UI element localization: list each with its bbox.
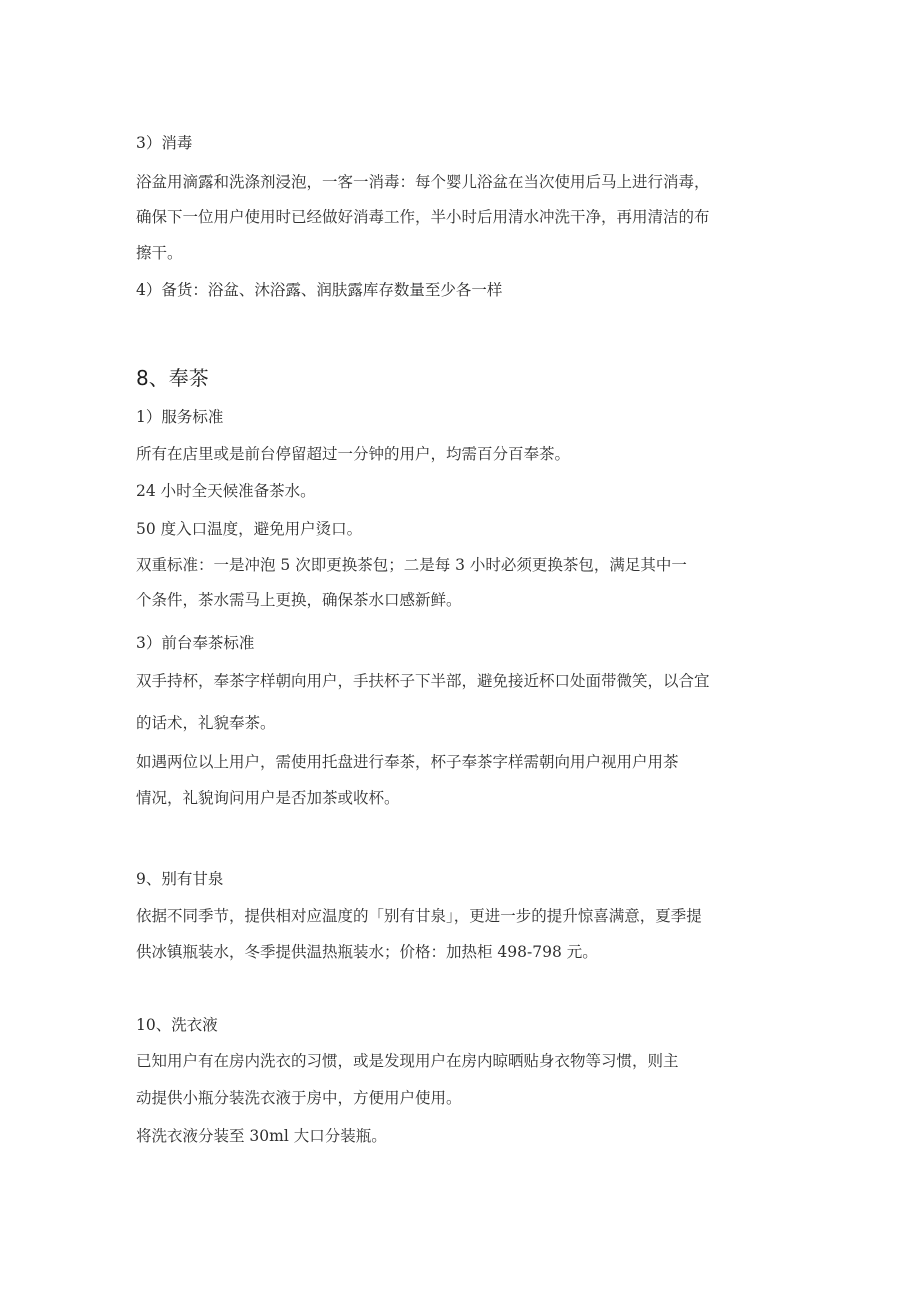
tea-front-line-3: 如遇两位以上用户，需使用托盘进行奉茶，杯子奉茶字样需朝向用户视用户用茶 — [136, 753, 679, 771]
tea-standard-line-4: 双重标准：一是冲泡 5 次即更换茶包；二是每 3 小时必须更换茶包，满足其中一 — [136, 556, 687, 574]
spring-line-1: 依据不同季节，提供相对应温度的「别有甘泉」，更进一步的提升惊喜满意，夏季提 — [136, 907, 702, 925]
tea-standard-line-1: 所有在店里或是前台停留超过一分钟的用户，均需百分百奉茶。 — [136, 445, 571, 463]
spring-title: 9、别有甘泉 — [136, 870, 224, 888]
laundry-line-2: 动提供小瓶分装洗衣液于房中，方便用户使用。 — [136, 1089, 462, 1107]
disinfect-line-1: 浴盆用滴露和洗涤剂浸泡，一客一消毒：每个婴儿浴盆在当次使用后马上进行消毒， — [136, 173, 710, 191]
tea-front-line-4: 情况，礼貌询问用户是否加茶或收杯。 — [136, 789, 400, 807]
tea-front-title: 3）前台奉茶标准 — [136, 634, 255, 652]
tea-heading: 8、奉茶 — [136, 366, 209, 390]
tea-standard-line-3: 50 度入口温度，避免用户烫口。 — [136, 520, 363, 538]
spring-line-2: 供冰镇瓶装水，冬季提供温热瓶装水；价格：加热柜 498-798 元。 — [136, 943, 598, 961]
disinfect-title: 3）消毒 — [136, 134, 193, 152]
disinfect-line-2: 确保下一位用户使用时已经做好消毒工作，半小时后用清水冲洗干净，再用清洁的布 — [136, 208, 710, 226]
tea-front-line-2: 的话术，礼貌奉茶。 — [136, 714, 276, 732]
tea-front-line-1: 双手持杯，奉茶字样朝向用户，手扶杯子下半部，避免接近杯口处面带微笑，以合宜 — [136, 672, 710, 690]
tea-standard-line-5: 个条件，茶水需马上更换，确保茶水口感新鲜。 — [136, 591, 462, 609]
tea-standard-title: 1）服务标准 — [136, 408, 224, 426]
laundry-title: 10、洗衣液 — [136, 1016, 218, 1034]
tea-standard-line-2: 24 小时全天候准备茶水。 — [136, 482, 316, 500]
disinfect-line-3: 擦干。 — [136, 244, 183, 262]
stock-line: 4）备货：浴盆、沐浴露、润肤露库存数量至少各一样 — [136, 281, 503, 299]
laundry-line-3: 将洗衣液分装至 30ml 大口分装瓶。 — [136, 1127, 387, 1145]
laundry-line-1: 已知用户有在房内洗衣的习惯，或是发现用户在房内晾晒贴身衣物等习惯，则主 — [136, 1052, 679, 1070]
